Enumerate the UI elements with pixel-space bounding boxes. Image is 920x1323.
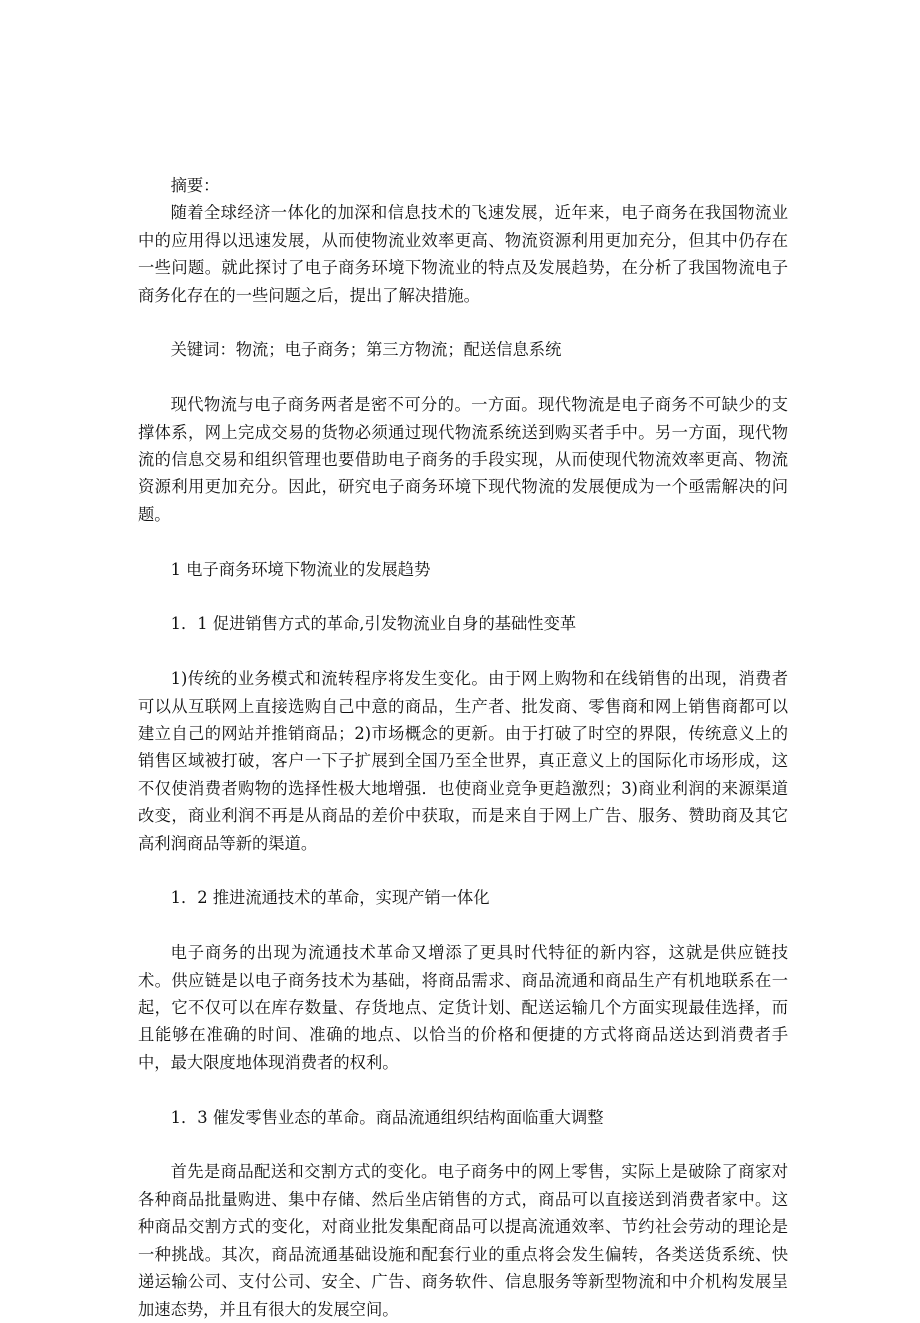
abstract-label: 摘要： [170,176,220,195]
section-1-2-heading: 1．2 推进流通技术的革命，实现产销一体化 [170,888,490,908]
paragraph-gap [138,1131,788,1158]
section-1-1-heading: 1．1 促进销售方式的革命,引发物流业自身的基础性变革 [170,614,577,634]
section-1-3-heading: 1．3 催发零售业态的革命。商品流通组织结构面临重大调整 [170,1107,604,1127]
paragraph-gap [138,364,788,391]
paragraph-gap [138,857,788,884]
section-1-3-paragraph: 首先是商品配送和交割方式的变化。电子商务中的网上零售，实际上是破除了商家对各种商品批量购进、集中存储、然后坐店销售的方式，商品可以直接送到消费者家中。这种商品交割方式的变化，对商业批发集配商品可以提高流通效率、节约社会劳动的理论是一种挑战。其次，商品流通基础设施和配套行业的重点将会发生偏转，各类送货系统、快递运输公司、支付公司、安全、广告、商务软件、信息服务等新型物流和中介机构发展呈加速态势，并且有很大的发展空间。 [138,1162,788,1319]
paragraph-gap [138,583,788,610]
paragraph-gap [138,309,788,336]
paragraph-gap [138,638,788,665]
paragraph-gap [138,528,788,555]
document-body [138,172,788,1323]
section-1-1-paragraph: 1)传统的业务模式和流转程序将发生变化。由于网上购物和在线销售的出现，消费者可以从互联网上直接选购自己中意的商品，生产者、批发商、零售商和网上销售商都可以建立自己的网站并推销商品；2)市场概念的更新。由于打破了时空的界限，传统意义上的销售区域被打破，客户一下子扩展到全国乃至全世界，真正意义上的国际化市场形成，这不仅使消费者购物的选择性极大地增强．也使商业竞争更趋激烈；3)商业利润的来源渠道改变，商业利润不再是从商品的差价中获取，而是来自于网上广告、服务、赞助商及其它高利润商品等新的渠道。 [138,669,788,853]
keywords-line: 关键词：物流；电子商务；第三方物流；配送信息系统 [170,340,562,360]
paragraph-gap [138,1076,788,1103]
intro-paragraph: 现代物流与电子商务两者是密不可分的。一方面。现代物流是电子商务不可缺少的支撑体系，网上完成交易的货物必须通过现代物流系统送到购买者手中。另一方面，现代物流的信息交易和组织管理也要借助电子商务的手段实现，从而使现代物流效率更高、物流资源利用更加充分。因此，研究电子商务环境下现代物流的发展便成为一个亟需解决的问题。 [138,395,788,524]
abstract-paragraph: 随着全球经济一体化的加深和信息技术的飞速发展，近年来，电子商务在我国物流业中的应用得以迅速发展，从而使物流业效率更高、物流资源利用更加充分，但其中仍存在一些问题。就此探讨了电子商务环境下物流业的特点及发展趋势，在分析了我国物流电子商务化存在的一些问题之后，提出了解决措施。 [138,203,788,305]
paragraph-gap [138,912,788,939]
section-1-heading: 1 电子商务环境下物流业的发展趋势 [170,559,431,579]
section-1-2-paragraph: 电子商务的出现为流通技术革命又增添了更具时代特征的新内容，这就是供应链技术。供应链是以电子商务技术为基础，将商品需求、商品流通和商品生产有机地联系在一起，它不仅可以在库存数量、存货地点、定货计划、配送运输几个方面实现最佳选择，而且能够在准确的时间、准确的地点、以恰当的价格和便捷的方式将商品送达到消费者手中，最大限度地体现消费者的权利。 [138,943,788,1072]
